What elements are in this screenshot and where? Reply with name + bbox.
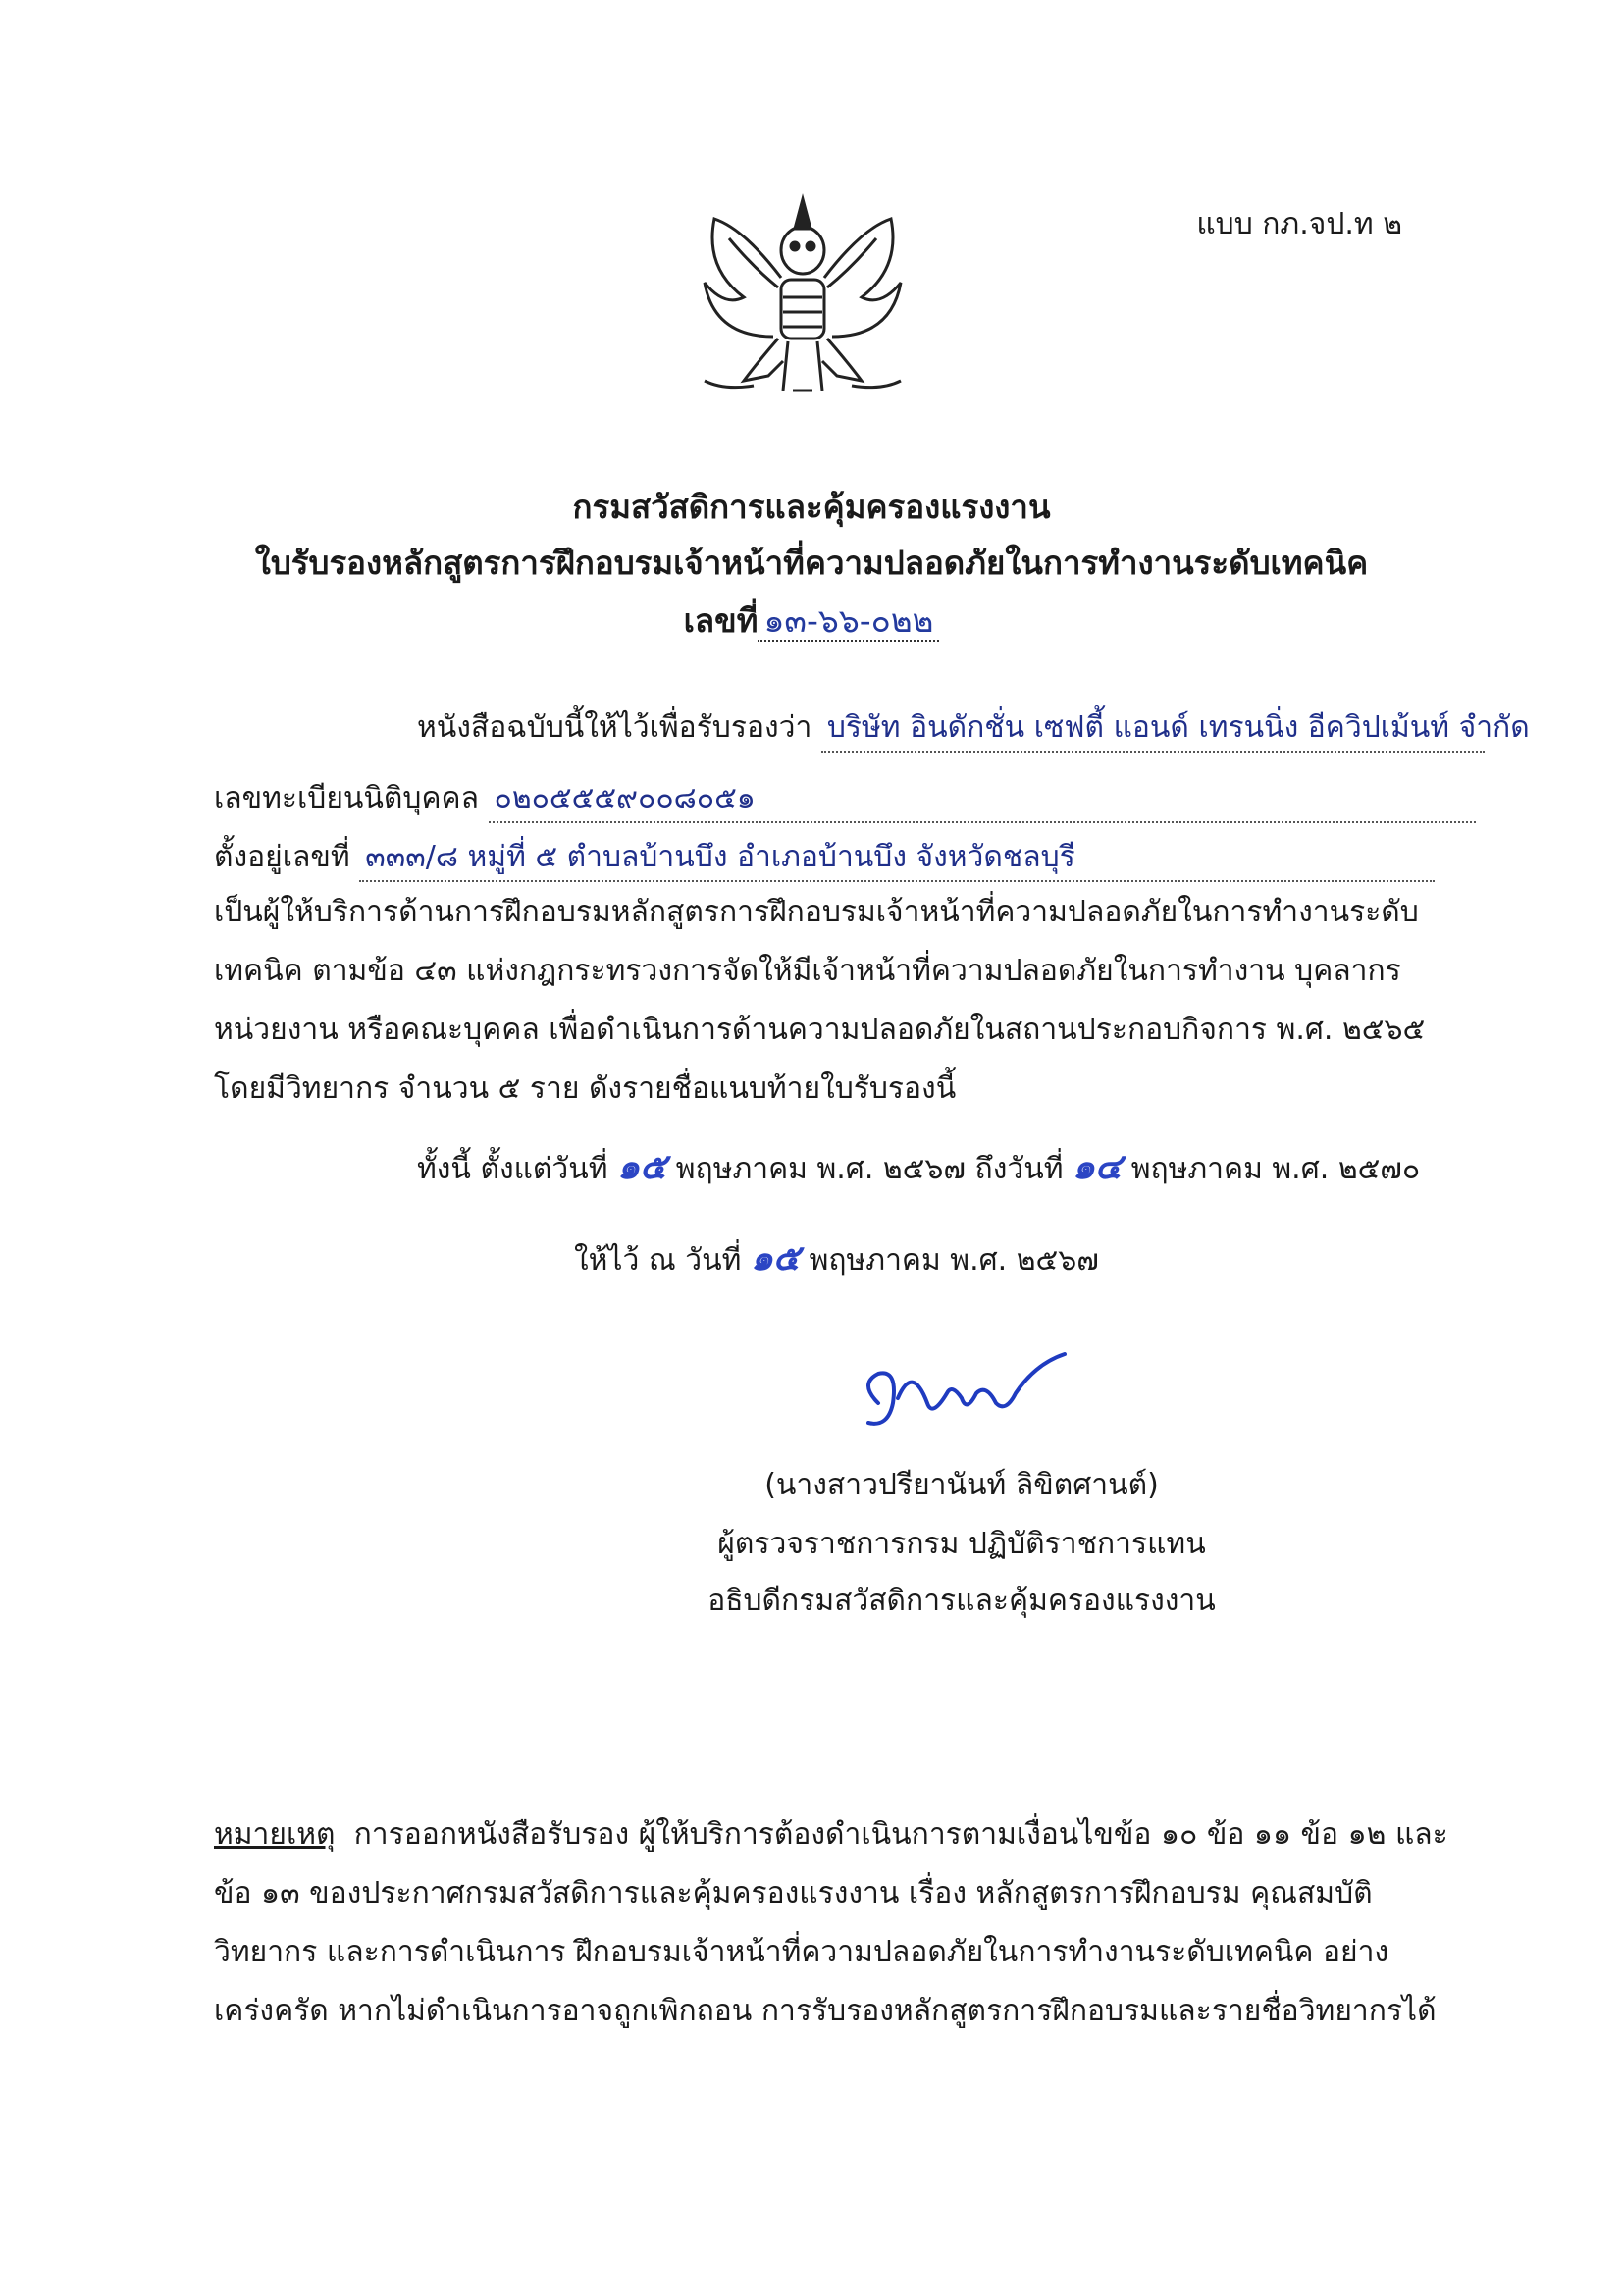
registration-label: เลขทะเบียนนิติบุคคล <box>214 781 479 815</box>
certify-line <box>417 704 1530 753</box>
department-heading: กรมสวัสดิการและคุ้มครองแรงงาน <box>572 488 1051 526</box>
remark-note <box>214 1805 1460 2041</box>
address-line <box>214 834 1435 882</box>
company-name: บริษัท อินดักชั่น เซฟตี้ แอนด์ เทรนนิ่ง อีควิปเม้นท์ จำกัด <box>821 704 1485 753</box>
signatory-name: (นางสาวปรียานันท์ ลิขิตศานต์) <box>764 1468 1159 1502</box>
remark-label: หมายเหตุ <box>214 1817 336 1852</box>
certify-label: หนังสือฉบับนี้ให้ไว้เพื่อรับรองว่า <box>417 710 812 745</box>
validity-start-rest: พฤษภาคม พ.ศ. ๒๕๖๗ <box>675 1152 966 1186</box>
signatory-position-2: อธิบดีกรมสวัสดิการและคุ้มครองแรงงาน <box>707 1584 1216 1618</box>
address-value: ๓๓๓/๘ หมู่ที่ ๕ ตำบลบ้านบึง อำเภอบ้านบึง จังหวัดชลบุรี <box>359 834 1435 882</box>
validity-end-rest: พฤษภาคม พ.ศ. ๒๕๗๐ <box>1130 1152 1421 1186</box>
form-code: แบบ กภ.จป.ท ๒ <box>1196 207 1402 241</box>
issued-line <box>574 1229 1099 1285</box>
certificate-paragraph: เป็นผู้ให้บริการด้านการฝึกอบรมหลักสูตรการฝึกอบรมเจ้าหน้าที่ความปลอดภัยในการทำงานระดับเทคนิค ตามข้อ ๔๓ แห่งกฎกระทรวงการจัดให้มีเจ้าหน้าที่ความปลอดภัยในการทำงาน บุคลากร หน่วยงาน หรือคณะบุคคล เพื่อดำเนินการด้านความปลอดภัยในสถานประกอบกิจการ พ.ศ. ๒๕๖๕ โดยมีวิทยากร จำนวน ๕ ราย ดังรายชื่อแนบท้ายใบรับรองนี้ <box>214 895 1426 1106</box>
validity-line <box>417 1138 1420 1194</box>
issued-day: ๑๕ <box>750 1237 801 1278</box>
remark-text: การออกหนังสือรับรอง ผู้ให้บริการต้องดำเนินการตามเงื่อนไขข้อ ๑๐ ข้อ ๑๑ ข้อ ๑๒ และข้อ ๑๓ ของประกาศกรมสวัสดิการและคุ้มครองแรงงาน เรื่อง หลักสูตรการฝึกอบรม คุณสมบัติวิทยากร และการดำเนินการ ฝึกอบรมเจ้าหน้าที่ความปลอดภัยในการทำงานระดับเทคนิค อย่างเคร่งครัด หากไม่ดำเนินการอาจถูกเพิกถอน การรับรองหลักสูตรการฝึกอบรมและรายชื่อวิทยากรได้ <box>214 1817 1448 2028</box>
signature-icon <box>839 1344 1094 1442</box>
issued-prefix: ให้ไว้ ณ วันที่ <box>574 1243 742 1278</box>
number-label: เลขที่ <box>683 601 759 640</box>
registration-line <box>214 775 1476 823</box>
validity-end-day: ๑๔ <box>1073 1146 1123 1187</box>
garuda-emblem-icon <box>685 189 920 405</box>
address-label: ตั้งอยู่เลขที่ <box>214 840 350 874</box>
signatory-position-1: ผู้ตรวจราชการกรม ปฏิบัติราชการแทน <box>717 1527 1206 1561</box>
validity-prefix: ทั้งนี้ ตั้งแต่วันที่ <box>417 1152 608 1186</box>
certificate-number <box>0 595 1623 647</box>
issued-rest: พฤษภาคม พ.ศ. ๒๕๖๗ <box>809 1243 1099 1278</box>
validity-start-day: ๑๕ <box>617 1146 667 1187</box>
validity-to-label: ถึงวันที่ <box>974 1152 1064 1186</box>
registration-number: ๐๒๐๕๕๕๙๐๐๘๐๕๑ <box>489 775 1476 823</box>
number-value: ๑๓-๖๖-๐๒๒ <box>758 601 939 642</box>
certificate-title: ใบรับรองหลักสูตรการฝึกอบรมเจ้าหน้าที่ความปลอดภัยในการทำงานระดับเทคนิค <box>254 544 1369 582</box>
